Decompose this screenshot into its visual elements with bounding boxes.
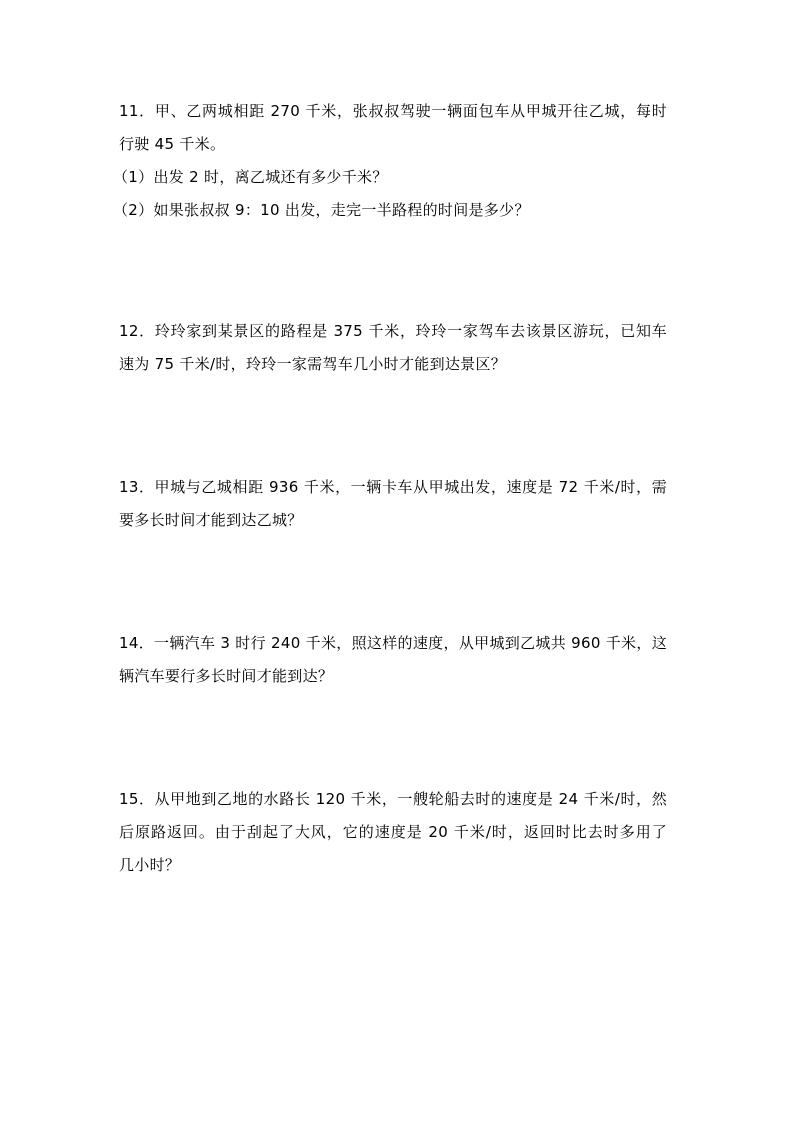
question-14-line-1: 14．一辆汽车 3 时行 240 千米，照这样的速度，从甲城到乙城共 960 千米，这 (119, 634, 667, 652)
question-11 (113, 95, 667, 227)
question-12 (119, 315, 667, 381)
question-15-line-3: 几小时？ (119, 856, 181, 874)
question-11-line-2: 行驶 45 千米。 (119, 135, 226, 153)
question-13-line-2: 要多长时间才能到达乙城？ (119, 511, 303, 529)
question-15 (119, 783, 667, 882)
question-14-line-2: 辆汽车要行多长时间才能到达？ (119, 667, 334, 685)
question-13-line-1: 13．甲城与乙城相距 936 千米，一辆卡车从甲城出发，速度是 72 千米/时，需 (119, 478, 667, 496)
question-11-sub-2: （2）如果张叔叔 9：10 出发，走完一半路程的时间是多少？ (113, 201, 530, 219)
question-15-line-1: 15．从甲地到乙地的水路长 120 千米，一艘轮船去时的速度是 24 千米/时，然 (119, 790, 667, 808)
question-12-line-2: 速为 75 千米/时，玲玲一家需驾车几小时才能到达景区？ (119, 355, 507, 373)
question-15-line-2: 后原路返回。由于刮起了大风，它的速度是 20 千米/时，返回时比去时多用了 (119, 823, 667, 841)
question-14 (119, 627, 667, 693)
question-11-line-1: 11．甲、乙两城相距 270 千米，张叔叔驾驶一辆面包车从甲城开往乙城，每时 (119, 102, 667, 120)
question-11-sub-1: （1）出发 2 时，离乙城还有多少千米？ (113, 168, 388, 186)
question-12-line-1: 12．玲玲家到某景区的路程是 375 千米，玲玲一家驾车去该景区游玩，已知车 (119, 322, 667, 340)
question-13 (119, 471, 667, 537)
